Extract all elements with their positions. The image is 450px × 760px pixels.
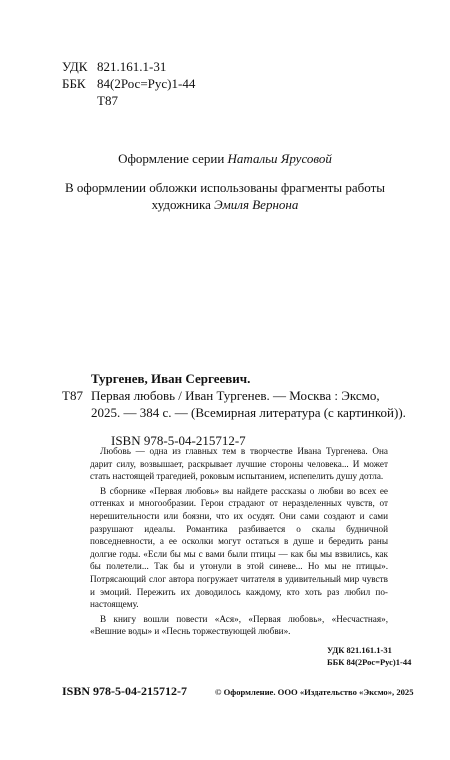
catalog-heading: Тургенев, Иван Сергеевич. <box>91 371 251 386</box>
series-design-credit <box>0 151 450 167</box>
udk-value: 821.161.1-31 <box>97 59 167 74</box>
annotation <box>90 445 388 640</box>
annotation-paragraph: Любовь — одна из главных тем в творчестве Ивана Тургенева. Она дарит силу, возвышает, раскрывает лучшие стороны человека... И может стать настоящей трагедией, роковым испытанием, испепелить душу дотла. <box>90 446 388 482</box>
series-designer-name: Натальи Ярусовой <box>227 151 332 166</box>
catalog-isbn: ISBN 978-5-04-215712-7 <box>111 433 246 448</box>
bbk-label: ББК <box>62 76 86 91</box>
footer-copyright: © Оформление. ООО «Издательство «Эксмо», 2025 <box>215 687 414 697</box>
cover-credit-prefix: художника <box>151 197 215 212</box>
catalog-line1 <box>62 387 392 404</box>
bbk-row <box>62 75 195 92</box>
author-mark: Т87 <box>97 93 118 108</box>
annotation-paragraph: В книгу вошли повести «Ася», «Первая любовь», «Несчастная», «Вешние воды» и «Песнь торжествующей любви». <box>90 613 388 637</box>
classification-codes <box>62 58 195 109</box>
bbk-small: ББК 84(2Рос=Рус)1-44 <box>327 657 412 667</box>
bbk-value: 84(2Рос=Рус)1-44 <box>97 76 196 91</box>
cover-credit <box>0 179 450 213</box>
cover-credit-line1: В оформлении обложки использованы фрагменты работы <box>65 180 385 195</box>
catalog-author-mark: Т87 <box>62 388 83 403</box>
udk-row <box>62 58 195 75</box>
udk-label: УДК <box>62 59 88 74</box>
series-design-prefix: Оформление серии <box>118 151 228 166</box>
cover-artist-name: Эмиля Вернона <box>214 197 299 212</box>
udk-small: УДК 821.161.1-31 <box>327 645 392 655</box>
catalog-title-line: Первая любовь / Иван Тургенев. — Москва : Эксмо, <box>91 388 380 403</box>
footer-isbn: ISBN 978-5-04-215712-7 <box>62 684 187 698</box>
annotation-paragraph: В сборнике «Первая любовь» вы найдете рассказы о любви во всех ее оттенках и многообразии. Герои страдают от неразделенных чувств, от нерешительности или боязни, что их осудят. Они сами создают и сами разрушают идеалы. Романтика разбивается о скалы будничной повседневности, а ее осколки могут остаться в душе и бередить раны долгие годы. «Если бы мы с вами были птицы — как бы мы взвились, как бы полетели... Так бы и утонули в этой синеве... Но мы не птицы». Потрясающий слог автора погружает читателя в удивительный мир чувств и эмоций. Пережить их доводилось каждому, кто хоть раз любил по-настоящему. <box>90 485 388 610</box>
catalog-line2: 2025. — 384 с. — (Всемирная литература (с картинкой)). <box>91 405 406 420</box>
catalog-entry <box>62 370 406 449</box>
cover-credit-line2 <box>0 196 450 213</box>
classification-codes-small <box>327 644 411 668</box>
